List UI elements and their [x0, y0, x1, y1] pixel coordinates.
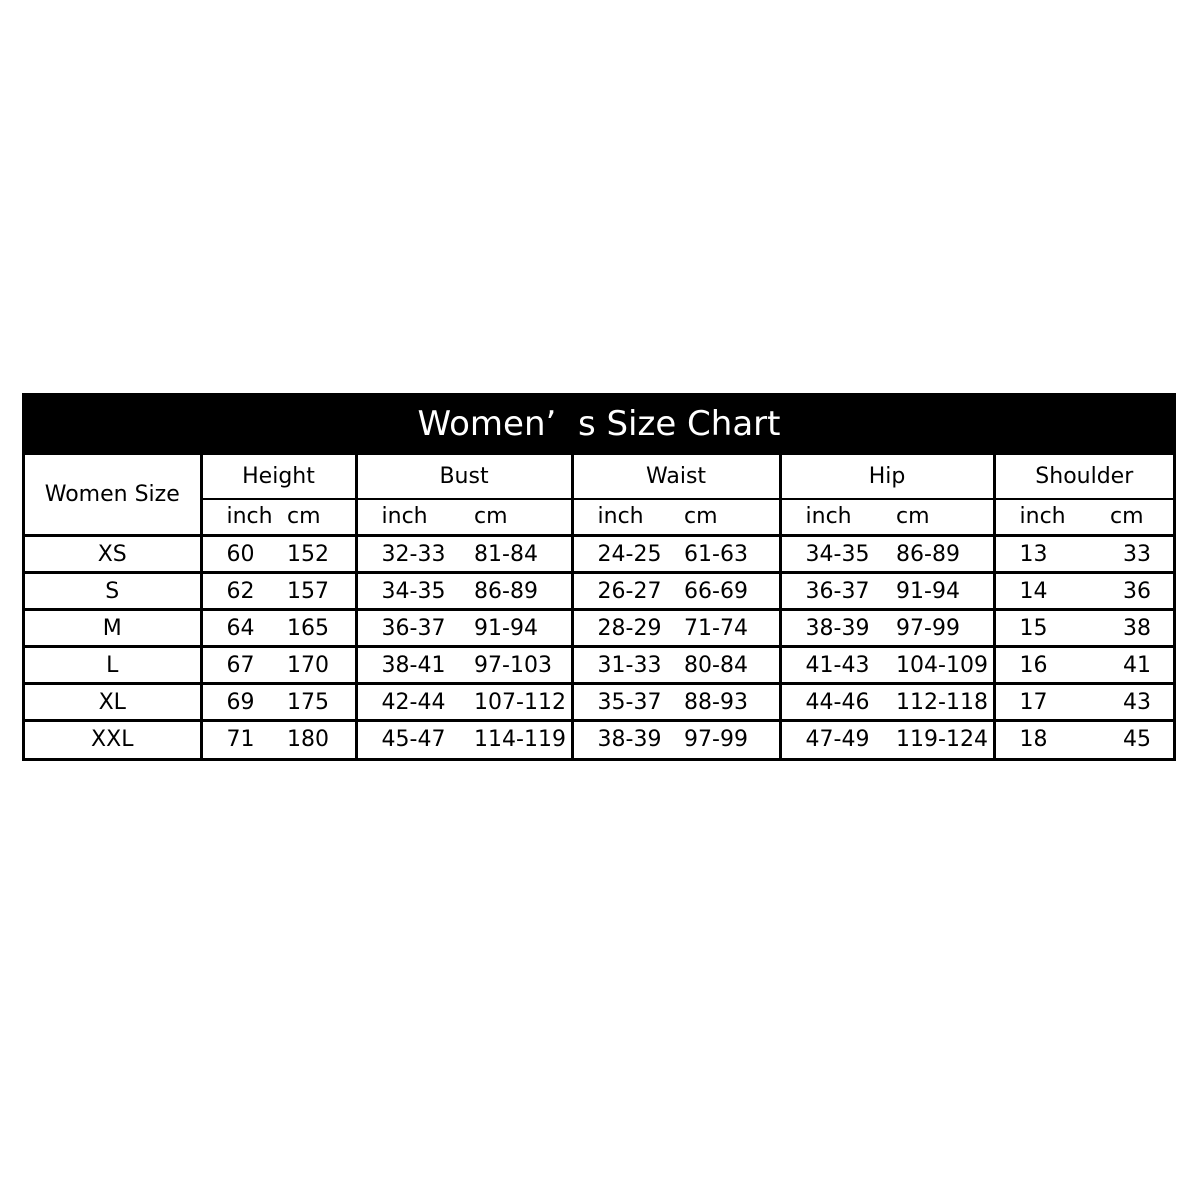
size-label: L: [25, 647, 201, 684]
shoulder-inch-cell: 16: [994, 647, 1102, 684]
height-inch-unit: inch: [201, 499, 279, 536]
size-table: [25, 452, 1173, 758]
waist-inch-cell: 31-33: [572, 647, 676, 684]
waist-cm-cell: 88-93: [676, 684, 780, 721]
bust-inch-cell: 32-33: [356, 536, 466, 573]
hip-inch-cell: 34-35: [780, 536, 888, 573]
hip-cm-cell: 86-89: [888, 536, 994, 573]
bust-cm-cell: 86-89: [466, 573, 572, 610]
women-size-header: Women Size: [25, 454, 201, 536]
shoulder-cm-cell: 36: [1102, 573, 1173, 610]
size-label: XL: [25, 684, 201, 721]
shoulder-inch-cell: 18: [994, 721, 1102, 758]
table-row: [25, 684, 1173, 721]
table-row: [25, 721, 1173, 758]
table-row: [25, 536, 1173, 573]
bust-inch-cell: 36-37: [356, 610, 466, 647]
hip-inch-cell: 44-46: [780, 684, 888, 721]
hip-inch-unit: inch: [780, 499, 888, 536]
hip-cm-cell: 119-124: [888, 721, 994, 758]
height-cm-cell: 152: [279, 536, 356, 573]
hip-cm-unit: cm: [888, 499, 994, 536]
header-row: [25, 454, 1173, 499]
height-cm-unit: cm: [279, 499, 356, 536]
shoulder-inch-cell: 14: [994, 573, 1102, 610]
height-inch-cell: 60: [201, 536, 279, 573]
height-inch-cell: 67: [201, 647, 279, 684]
waist-header: Waist: [572, 454, 780, 499]
table-row: [25, 610, 1173, 647]
shoulder-cm-cell: 38: [1102, 610, 1173, 647]
bust-cm-cell: 91-94: [466, 610, 572, 647]
waist-inch-cell: 38-39: [572, 721, 676, 758]
shoulder-cm-cell: 33: [1102, 536, 1173, 573]
bust-inch-unit: inch: [356, 499, 466, 536]
hip-cm-cell: 91-94: [888, 573, 994, 610]
waist-inch-cell: 24-25: [572, 536, 676, 573]
height-cm-cell: 180: [279, 721, 356, 758]
size-label: S: [25, 573, 201, 610]
shoulder-inch-cell: 17: [994, 684, 1102, 721]
bust-cm-cell: 81-84: [466, 536, 572, 573]
waist-cm-cell: 97-99: [676, 721, 780, 758]
height-inch-cell: 62: [201, 573, 279, 610]
waist-cm-cell: 66-69: [676, 573, 780, 610]
chart-title: Women’ s Size Chart: [25, 396, 1173, 452]
waist-inch-cell: 35-37: [572, 684, 676, 721]
hip-inch-cell: 38-39: [780, 610, 888, 647]
height-cm-cell: 175: [279, 684, 356, 721]
bust-cm-cell: 107-112: [466, 684, 572, 721]
shoulder-inch-cell: 15: [994, 610, 1102, 647]
size-label: XS: [25, 536, 201, 573]
bust-inch-cell: 38-41: [356, 647, 466, 684]
waist-cm-cell: 61-63: [676, 536, 780, 573]
height-inch-cell: 71: [201, 721, 279, 758]
waist-inch-cell: 26-27: [572, 573, 676, 610]
bust-cm-cell: 97-103: [466, 647, 572, 684]
bust-inch-cell: 34-35: [356, 573, 466, 610]
waist-cm-cell: 71-74: [676, 610, 780, 647]
waist-cm-cell: 80-84: [676, 647, 780, 684]
height-cm-cell: 157: [279, 573, 356, 610]
hip-inch-cell: 47-49: [780, 721, 888, 758]
hip-cm-cell: 104-109: [888, 647, 994, 684]
table-row: [25, 573, 1173, 610]
hip-cm-cell: 97-99: [888, 610, 994, 647]
bust-header: Bust: [356, 454, 572, 499]
hip-inch-cell: 36-37: [780, 573, 888, 610]
shoulder-cm-cell: 45: [1102, 721, 1173, 758]
hip-header: Hip: [780, 454, 994, 499]
height-inch-cell: 69: [201, 684, 279, 721]
height-inch-cell: 64: [201, 610, 279, 647]
waist-inch-unit: inch: [572, 499, 676, 536]
bust-inch-cell: 42-44: [356, 684, 466, 721]
size-chart: [22, 393, 1176, 761]
size-label: XXL: [25, 721, 201, 758]
height-cm-cell: 170: [279, 647, 356, 684]
shoulder-cm-unit: cm: [1102, 499, 1173, 536]
table-row: [25, 647, 1173, 684]
bust-cm-cell: 114-119: [466, 721, 572, 758]
shoulder-inch-cell: 13: [994, 536, 1102, 573]
waist-inch-cell: 28-29: [572, 610, 676, 647]
size-label: M: [25, 610, 201, 647]
bust-cm-unit: cm: [466, 499, 572, 536]
hip-cm-cell: 112-118: [888, 684, 994, 721]
height-cm-cell: 165: [279, 610, 356, 647]
shoulder-header: Shoulder: [994, 454, 1173, 499]
shoulder-cm-cell: 41: [1102, 647, 1173, 684]
height-header: Height: [201, 454, 356, 499]
waist-cm-unit: cm: [676, 499, 780, 536]
shoulder-inch-unit: inch: [994, 499, 1102, 536]
bust-inch-cell: 45-47: [356, 721, 466, 758]
shoulder-cm-cell: 43: [1102, 684, 1173, 721]
hip-inch-cell: 41-43: [780, 647, 888, 684]
